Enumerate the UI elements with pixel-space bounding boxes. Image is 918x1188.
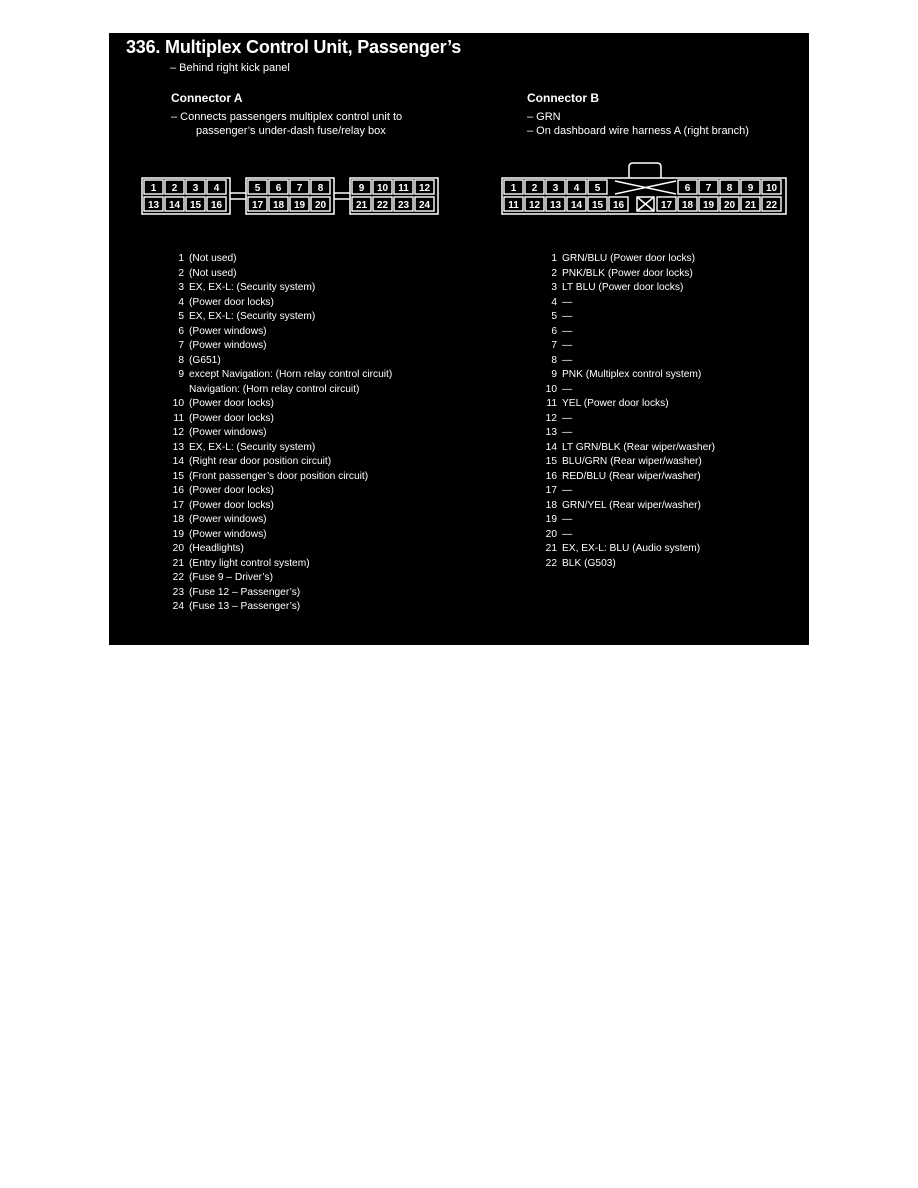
pin-description: — [562,412,573,424]
connector-a-pin-13-cavity-label: 13 [147,200,160,211]
connector-a-description-1: – Connects passengers multiplex control unit to [171,111,403,123]
connector-b-pin-list [542,252,715,571]
connector-b-pin-16 [542,470,715,485]
connector-b-pin-2-cavity-label: 2 [531,183,538,194]
pin-description: GRN/BLU (Power door locks) [562,253,696,264]
pin-number: 22 [545,557,557,569]
connector-a-pin-4 [169,296,392,311]
pin-description: (Power door locks) [189,485,274,496]
pin-description: — [562,528,573,540]
connector-b-pin-22 [542,557,715,572]
pin-description: (Front passenger’s door position circuit) [189,470,369,482]
connector-a-pin-list [169,252,392,615]
connector-a-pin-13 [169,441,392,456]
pin-number: 15 [545,456,557,467]
connector-a-pin-1 [169,252,392,267]
pin-number: 10 [545,383,557,395]
connector-a-pin-2-cavity-label: 2 [171,183,178,194]
connector-a-pin-15 [169,470,392,485]
connector-a-pin-16-cavity-label: 16 [210,200,223,211]
connector-b-pin-21-cavity-label: 21 [744,200,757,211]
connector-a-pin-5-cavity-label: 5 [254,183,261,194]
pin-description: PNK/BLK (Power door locks) [562,267,693,279]
pin-description: — [562,427,573,438]
pin-description: (Power windows) [189,528,267,540]
connector-a-pin-6 [169,325,392,340]
pin-description: BLK (G503) [562,557,616,569]
pin-number: 18 [172,514,184,525]
connector-b-pin-8 [542,354,715,369]
pin-description: PNK (Multiplex control system) [562,369,702,380]
pin-number: 16 [545,470,557,482]
pin-number: 19 [545,514,557,525]
connector-b-pin-19 [542,513,715,528]
connector-a-pin-3-cavity-label: 3 [192,183,199,194]
connector-b-pin-3-cavity-label: 3 [552,183,559,194]
connector-b-pin-9 [542,368,715,383]
connector-b-description-2: – On dashboard wire harness A (right branch) [527,125,749,137]
pin-number: 6 [178,325,184,337]
pin-description: — [562,311,573,322]
pin-number: 22 [172,572,184,583]
connector-b-pin-11 [542,397,715,412]
connector-a-pin-3 [169,281,392,296]
pin-number: 23 [172,586,184,598]
connector-a-pin-4-cavity-label: 4 [213,183,220,194]
pin-description: RED/BLU (Rear wiper/washer) [562,470,701,482]
pin-number: 17 [172,499,184,511]
connector-a-pin-7-cavity-label: 7 [296,183,303,194]
pin-number: 3 [178,282,184,293]
connector-a-pin-21 [169,557,392,572]
pin-description: (Power door locks) [189,296,274,308]
connector-a-pin-10-cavity-label: 10 [376,183,389,194]
pin-number: 12 [545,412,557,424]
pin-number: 14 [172,456,184,467]
pin-number: 1 [551,253,557,264]
pin-description: (Fuse 9 – Driver’s) [189,572,273,583]
connector-b-pin-8-cavity-label: 8 [726,183,733,194]
connector-b-pin-18-cavity-label: 18 [681,200,694,211]
connector-a-pin-22 [169,571,392,586]
connector-b-pin-10 [542,383,715,398]
connector-a-pin-14 [169,455,392,470]
connector-b-pin-13-cavity-label: 13 [549,200,562,211]
connector-a-pin-20-cavity-label: 20 [314,200,327,211]
connector-a-pin-24 [169,600,392,615]
pin-number: 15 [172,470,184,482]
pin-number: 18 [545,499,557,511]
pin-number: 2 [551,267,557,279]
connector-b-pin-13 [542,426,715,441]
connector-a-pin-5 [169,310,392,325]
connector-a-pin-8-cavity-label: 8 [317,183,324,194]
pin-description-continued: Navigation: (Horn relay control circuit) [189,383,360,395]
connector-b-pin-11-cavity-label: 11 [508,200,519,211]
connector-a-pin-8 [169,354,392,369]
pin-description: except Navigation: (Horn relay control circuit) [189,369,393,380]
connector-a-pin-1-cavity-label: 1 [150,183,157,194]
connector-a-pin-14-cavity-label: 14 [168,200,181,211]
pin-number: 17 [545,485,557,496]
connector-a-pin-23-cavity-label: 23 [397,200,410,211]
pin-description: (Right rear door position circuit) [189,456,332,467]
pin-number: 1 [178,253,184,264]
connector-b-pin-3 [542,281,715,296]
pin-number: 3 [551,282,557,293]
pin-number: 6 [551,325,557,337]
pin-number: 8 [178,354,184,366]
connector-b-pin-10-cavity-label: 10 [765,183,778,194]
pin-description: — [562,354,573,366]
connector-a-title: Connector A [171,91,243,105]
pin-number: 7 [178,340,184,351]
connector-b-pin-17-cavity-label: 17 [660,200,673,211]
pin-description: BLU/GRN (Rear wiper/washer) [562,456,702,467]
pin-description: (Fuse 13 – Passenger’s) [189,601,301,612]
pin-number: 24 [172,601,184,612]
connector-a-pin-24-cavity-label: 24 [418,200,431,211]
pin-description: (Power windows) [189,427,267,438]
connector-a-pin-11-cavity-label: 11 [398,183,409,194]
pin-number: 9 [551,369,557,380]
connector-b-title: Connector B [527,91,599,105]
connector-a-pin-9-cavity-label: 9 [358,183,365,194]
connector-b-pin-4-cavity-label: 4 [573,183,580,194]
connector-a-description-2: passenger’s under-dash fuse/relay box [196,125,386,137]
pin-number: 21 [545,543,557,554]
pin-description: (Entry light control system) [189,557,310,569]
connector-b-pin-1-cavity-label: 1 [510,183,517,194]
connector-b-pin-15 [542,455,715,470]
connector-a-pin-20 [169,542,392,557]
connector-a-pin-17 [169,499,392,514]
pin-number: 11 [546,398,557,409]
pin-description: YEL (Power door locks) [562,398,669,409]
connector-a-pin-19-cavity-label: 19 [293,200,306,211]
connector-a-pin-21-cavity-label: 21 [355,200,368,211]
pin-number: 20 [545,528,557,540]
pin-number: 20 [172,543,184,554]
pin-number: 5 [551,311,557,322]
connector-b-pin-17 [542,484,715,499]
connector-b-pin-9-cavity-label: 9 [747,183,754,194]
connector-b-pin-2 [542,267,715,282]
connector-b-pin-5 [542,310,715,325]
pin-number: 8 [551,354,557,366]
connector-b-pin-14-cavity-label: 14 [570,200,583,211]
connector-a-pin-11 [169,412,392,427]
pin-number: 13 [545,427,557,438]
connector-a-pin-22-cavity-label: 22 [376,200,389,211]
pin-description: (Not used) [189,267,237,279]
pin-number: 19 [172,528,184,540]
connector-b-pin-21 [542,542,715,557]
connector-b-pin-20-cavity-label: 20 [723,200,736,211]
pin-description: — [562,485,573,496]
pin-description: (G651) [189,354,221,366]
pin-number: 2 [178,267,184,279]
connector-b-pin-16-cavity-label: 16 [612,200,625,211]
connector-b-description-1: – GRN [527,111,561,123]
connector-b-pin-12-cavity-label: 12 [528,200,541,211]
pin-number: 4 [178,296,184,308]
page-title: 336. Multiplex Control Unit, Passenger’s [126,37,462,57]
connector-a-pin-18-cavity-label: 18 [272,200,285,211]
pin-description: (Power windows) [189,514,267,525]
pin-description: (Headlights) [189,543,244,554]
connector-b-pin-14 [542,441,715,456]
connector-a-pin-23 [169,586,392,601]
connector-a-pin-15-cavity-label: 15 [189,200,202,211]
pin-description: EX, EX-L: BLU (Audio system) [562,543,701,554]
connector-a-pin-16 [169,484,392,499]
pin-number: 7 [551,340,557,351]
pin-number: 5 [178,311,184,322]
pin-number: 21 [172,557,184,569]
connector-b-pin-5-cavity-label: 5 [594,183,601,194]
pin-description: LT GRN/BLK (Rear wiper/washer) [562,441,716,453]
connector-a-pin-12-cavity-label: 12 [418,183,431,194]
pin-number: 12 [172,427,184,438]
connector-b-pin-7-cavity-label: 7 [705,183,712,194]
location-text: – Behind right kick panel [170,62,290,74]
pin-description: EX, EX-L: (Security system) [189,282,316,293]
connector-b-pin-19-cavity-label: 19 [702,200,715,211]
pin-description: — [562,514,573,525]
pin-number: 9 [178,369,184,380]
pin-description: (Power windows) [189,325,267,337]
pin-description: — [562,296,573,308]
pin-description: (Power door locks) [189,499,274,511]
pin-description: (Not used) [189,253,237,264]
pin-description: — [562,340,573,351]
connector-a-pin-19 [169,528,392,543]
connector-b-pin-20 [542,528,715,543]
pin-number: 14 [545,441,557,453]
connector-b-pin-6-cavity-label: 6 [684,183,691,194]
pin-description: (Power windows) [189,340,267,351]
pin-description: (Power door locks) [189,412,274,424]
connector-b-pin-18 [542,499,715,514]
connector-a-pin-17-cavity-label: 17 [251,200,264,211]
connector-a-pin-18 [169,513,392,528]
pin-number: 16 [172,485,184,496]
connector-b-pin-15-cavity-label: 15 [591,200,604,211]
pin-description: LT BLU (Power door locks) [562,282,684,293]
pin-description: — [562,383,573,395]
pin-number: 13 [172,441,184,453]
connector-b-pin-12 [542,412,715,427]
pin-description: EX, EX-L: (Security system) [189,311,316,322]
pin-description: — [562,325,573,337]
pin-description: (Fuse 12 – Passenger’s) [189,586,301,598]
pin-number: 11 [173,412,184,424]
connector-a-pin-2 [169,267,392,282]
connector-a-pin-6-cavity-label: 6 [275,183,282,194]
connector-b-pin-4 [542,296,715,311]
diagram-panel [109,33,809,645]
connector-b-pin-1 [542,252,715,267]
pin-number: 10 [172,398,184,409]
connector-b-pin-7 [542,339,715,354]
pin-number: 4 [551,296,557,308]
pin-description: GRN/YEL (Rear wiper/washer) [562,499,701,511]
connector-a-pin-12 [169,426,392,441]
pin-description: (Power door locks) [189,398,274,409]
connector-b-pin-22-cavity-label: 22 [765,200,778,211]
connector-b-pin-6 [542,325,715,340]
connector-a-pin-10 [169,397,392,412]
connector-a-pin-7 [169,339,392,354]
connector-a-pin-9 [169,368,392,397]
pin-description: EX, EX-L: (Security system) [189,441,316,453]
